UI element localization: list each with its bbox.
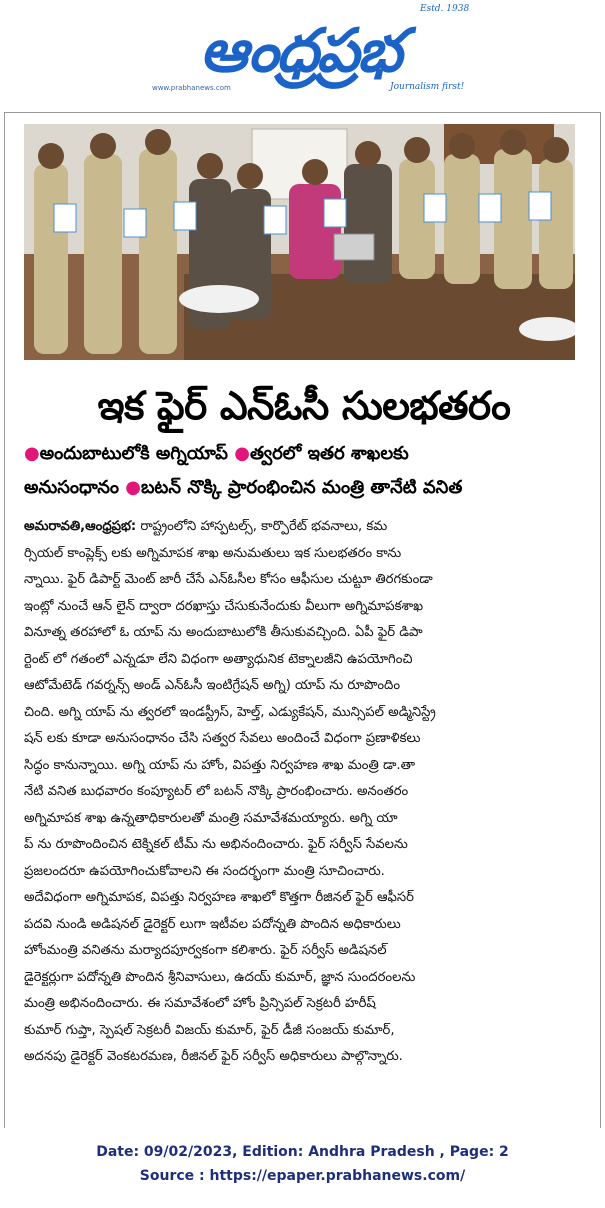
- body-line: ప్ ను రూపొందించిన టెక్నికల్ టీమ్ ను అభినందించారు. ఫైర్ సర్వీస్ సేవలను: [24, 837, 408, 852]
- photo-illustration: [24, 124, 575, 360]
- masthead: [0, 0, 605, 112]
- body-line: వినూత్న తరహాలో ఓ యాప్ ను అందుబాటులోకి తీసుకువచ్చింది. ఏపీ ఫైర్ డిపా: [24, 625, 423, 640]
- newspaper-logo: ఆంధ్రప్రభ: [199, 16, 401, 86]
- body-line: ఆటోమేటెడ్ గవర్నన్స్ అండ్ ఎన్ఓసీ ఇంటిగ్రేషన్ అగ్ని) యాప్ ను రూపొందిం: [24, 678, 400, 693]
- body-line: అగ్నిమాపక శాఖ ఉన్నతాధికారులతో మంత్రి సమావేశమయ్యారు. అగ్ని యా: [24, 810, 398, 826]
- body-line: ర్సియల్ కాంప్లెక్స్ లకు అగ్నిమాపక శాఖ అనుమతులు ఇక సులభతరం కాను: [24, 545, 402, 561]
- body-line: ఇంట్లో నుంచే ఆన్ లైన్ ద్వారా దరఖాస్తు చేసుకునేందుకు వీలుగా అగ్నిమాపకశాఖ: [24, 598, 424, 614]
- body-line: షన్ లకు కూడా అనుసంధానం చేసి సత్వర సేవలు అందించే విధంగా ప్రణాళికలు: [24, 731, 421, 746]
- body-line: అమరావతి,ఆంధ్రప్రభ: రాష్ట్రంలోని హాస్పటల్స్, కార్పొరేట్ భవనాలు, కమ: [24, 519, 388, 534]
- article-headline: ఇక ఫైర్ ఎన్ఓసీ సులభతరం: [97, 384, 511, 429]
- subheadline-2: [24, 474, 584, 502]
- body-line: డైరెక్టర్లుగా పదోన్నతి పొందిన శ్రీనివాసులు, ఉదయ్ కుమార్, జ్ఞాన సుందరంలను: [24, 969, 416, 985]
- body-line: న్నాయి. ఫైర్ డిపార్ట్ మెంట్ జారీ చేసే ఎన్ఓసీల కోసం ఆఫీసుల చుట్టూ తిరగకుండా: [24, 572, 433, 587]
- article-body: [24, 514, 580, 1071]
- body-line: నేటి వనిత బుధవారం కంప్యూటర్ లో బటన్ నొక్కి ప్రారంభించారు. అనంతరం: [24, 784, 409, 799]
- edition-info: Date: 09/02/2023, Edition: Andhra Pradesh , Page: 2: [96, 1144, 509, 1160]
- body-line: అదేవిధంగా అగ్నిమాపక, విపత్తు నిర్వహణ శాఖలో కొత్తగా రీజినల్ ఫైర్ ఆఫీసర్: [24, 890, 414, 905]
- dateline: అమరావతి,ఆంధ్రప్రభ:: [24, 519, 137, 534]
- body-line: అదనపు డైరెక్టర్ వెంకటరమణ, రీజినల్ ఫైర్ సర్వీస్ అధికారులు పాల్గొన్నారు.: [24, 1049, 403, 1064]
- body-line: మంత్రి అభినందించారు. ఈ సమావేశంలో హోం ప్రిన్సిపల్ సెక్రటరీ హరీష్: [24, 996, 376, 1011]
- subhead-text: అనుసంధానం: [24, 477, 126, 498]
- source-link[interactable]: Source : https://epaper.prabhanews.com/: [139, 1168, 466, 1184]
- body-line: ర్టెంట్ లో గతంలో ఎన్నడూ లేని విధంగా అత్యాధునిక టెక్నాలజీని ఉపయోగించి: [24, 651, 413, 667]
- body-line: చింది. అగ్ని యాప్ ను త్వరలో ఇండస్ట్రీస్, హెల్త్, ఎడ్యుకేషన్, మున్సిపల్ అడ్మినిస్ట్రే: [24, 704, 436, 720]
- subhead-text: బటన్ నొక్కి ప్రారంభించిన మంత్రి తానేటి వనిత: [140, 477, 463, 498]
- estd-label: Estd. 1938: [420, 4, 470, 14]
- bullet-icon: ●: [234, 443, 250, 464]
- subheadline-1: [24, 440, 584, 468]
- body-line: హోంమంత్రి వనితను మర్యాదపూర్వకంగా కలిశారు. ఫైర్ సర్వీస్ అడిషనల్: [24, 943, 387, 958]
- bullet-icon: ●: [24, 443, 40, 464]
- subhead-text: అందుబాటులోకి అగ్నియాప్: [39, 443, 235, 464]
- body-line: కుమార్ గుప్తా, స్పెషల్ సెక్రటరీ విజయ్ కుమార్, ఫైర్ డీజీ సంజయ్ కుమార్,: [24, 1022, 395, 1038]
- body-line: ప్రజలందరూ ఉపయోగించుకోవాలని ఈ సందర్భంగా మంత్రి సూచించారు.: [24, 863, 385, 879]
- article-photo: [24, 124, 575, 360]
- tagline: Journalism first!: [390, 82, 465, 92]
- body-line: సిద్ధం కానున్నాయి. అగ్ని యాప్ ను హోం, విపత్తు నిర్వహణ శాఖ మంత్రి డా.తా: [24, 757, 416, 773]
- bullet-icon: ●: [125, 477, 141, 498]
- site-url: www.prabhanews.com: [152, 84, 231, 92]
- subhead-text: త్వరలో ఇతర శాఖలకు: [249, 443, 409, 464]
- body-line: పదవి నుండి అడిషనల్ డైరెక్టర్ లుగా ఇటీవల పదోన్నతి పొందిన అధికారులు: [24, 916, 401, 932]
